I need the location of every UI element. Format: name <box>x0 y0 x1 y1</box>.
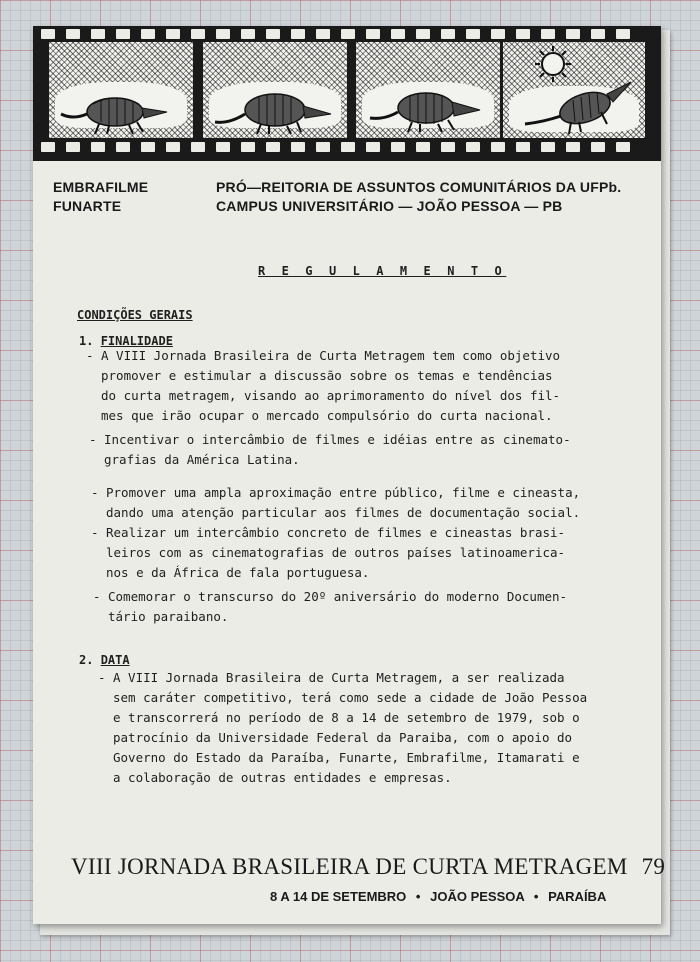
item-line: Promover uma ampla aproximação entre público, filme e cineasta, <box>106 485 581 500</box>
item-line: a colaboração de outras entidades e empresas. <box>113 770 452 785</box>
film-strip-illustration <box>33 26 661 161</box>
event-details <box>270 889 606 904</box>
item-line: patrocínio da Universidade Federal da Paraiba, com o apoio do <box>113 730 573 745</box>
sprocket-hole <box>366 142 380 152</box>
sprocket-hole <box>491 142 505 152</box>
separator-dot: • <box>415 889 421 904</box>
armadillo-icon <box>49 42 193 138</box>
sprocket-hole <box>341 142 355 152</box>
sprocket-hole <box>566 29 580 39</box>
section-label: DATA <box>100 653 130 667</box>
sprocket-hole <box>366 29 380 39</box>
sprocket-hole <box>591 29 605 39</box>
sprocket-hole <box>141 29 155 39</box>
conditions-heading: CONDIÇÕES GERAIS <box>77 308 193 322</box>
sprocket-hole <box>41 142 55 152</box>
section-label: FINALIDADE <box>100 334 173 348</box>
sprocket-hole <box>291 29 305 39</box>
section-number: 2. <box>79 653 94 667</box>
item-line: leiros com as cinematografias de outros países latinoamerica- <box>106 545 566 560</box>
sprocket-hole <box>566 142 580 152</box>
sprocket-hole <box>466 142 480 152</box>
bullet-dash: - <box>89 432 97 447</box>
sprocket-hole <box>116 142 130 152</box>
sprocket-hole <box>116 29 130 39</box>
sprocket-hole <box>216 142 230 152</box>
list-item <box>86 346 561 426</box>
item-line: Incentivar o intercâmbio de filmes e idéias entre as cinemato- <box>104 432 571 447</box>
armadillo-icon <box>356 42 500 138</box>
sprocket-hole <box>41 29 55 39</box>
event-city: JOÃO PESSOA <box>430 889 525 904</box>
sprocket-hole <box>191 29 205 39</box>
sprocket-holes-bottom <box>41 142 653 154</box>
document-page <box>33 26 666 924</box>
sprocket-hole <box>416 142 430 152</box>
film-frame-4 <box>503 42 645 138</box>
film-frame-2 <box>203 42 347 138</box>
sprocket-holes-top <box>41 29 653 41</box>
sprocket-hole <box>166 29 180 39</box>
section-heading-data <box>79 653 130 667</box>
event-state: PARAÍBA <box>548 889 607 904</box>
list-item <box>89 430 571 470</box>
sprocket-hole <box>616 142 630 152</box>
university-block <box>216 178 621 216</box>
sprocket-hole <box>441 142 455 152</box>
sprocket-hole <box>391 29 405 39</box>
bullet-dash: - <box>98 670 106 685</box>
item-line: mes que irão ocupar o mercado compulsório do curta nacional. <box>101 408 553 423</box>
document-title: R E G U L A M E N T O <box>258 264 507 278</box>
sprocket-hole <box>66 29 80 39</box>
separator-dot: • <box>533 889 539 904</box>
event-title-text: VIII JORNADA BRASILEIRA DE CURTA METRAGEM <box>71 854 628 879</box>
film-frame-1 <box>49 42 193 138</box>
organizations-block <box>53 178 148 216</box>
sprocket-hole <box>341 29 355 39</box>
org-line: FUNARTE <box>53 198 122 214</box>
armadillo-with-sun-icon <box>503 42 645 138</box>
sprocket-hole <box>516 142 530 152</box>
sprocket-hole <box>266 142 280 152</box>
sprocket-hole <box>316 142 330 152</box>
sprocket-hole <box>591 142 605 152</box>
item-line: tário paraibano. <box>108 609 229 624</box>
item-line: Governo do Estado da Paraíba, Funarte, Embrafilme, Itamarati e <box>113 750 580 765</box>
sprocket-hole <box>266 29 280 39</box>
sprocket-hole <box>416 29 430 39</box>
bullet-dash: - <box>91 485 99 500</box>
sprocket-hole <box>241 142 255 152</box>
list-item <box>91 483 581 523</box>
item-line: Realizar um intercâmbio concreto de filmes e cineastas brasi- <box>106 525 566 540</box>
item-line: promover e estimular a discussão sobre os temas e tendências <box>101 368 553 383</box>
sprocket-hole <box>241 29 255 39</box>
item-line: Comemorar o transcurso do 20º aniversário do moderno Documen- <box>108 589 568 604</box>
item-line: e transcorrerá no período de 8 a 14 de setembro de 1979, sob o <box>113 710 580 725</box>
sprocket-hole <box>216 29 230 39</box>
sprocket-hole <box>441 29 455 39</box>
item-line: sem caráter competitivo, terá como sede a cidade de João Pessoa <box>113 690 588 705</box>
item-line: A VIII Jornada Brasileira de Curta Metragem, a ser realizada <box>113 670 565 685</box>
sprocket-hole <box>91 29 105 39</box>
sprocket-hole <box>516 29 530 39</box>
item-line: do curta metragem, visando ao aprimoramento do nível dos fil- <box>101 388 561 403</box>
university-line: PRÓ—REITORIA DE ASSUNTOS COMUNITÁRIOS DA UFPb. <box>216 179 622 195</box>
armadillo-icon <box>203 42 347 138</box>
sprocket-hole <box>141 142 155 152</box>
org-line: EMBRAFILME <box>53 179 149 195</box>
event-title <box>71 854 665 880</box>
item-line: nos e da África de fala portuguesa. <box>106 565 370 580</box>
list-item <box>98 668 588 788</box>
sprocket-hole <box>166 142 180 152</box>
item-line: grafias da América Latina. <box>104 452 300 467</box>
university-line: CAMPUS UNIVERSITÁRIO — JOÃO PESSOA — PB <box>216 198 563 214</box>
sprocket-hole <box>391 142 405 152</box>
bullet-dash: - <box>91 525 99 540</box>
film-frame-3 <box>356 42 500 138</box>
event-year: 79 <box>641 854 666 879</box>
list-item <box>93 587 568 627</box>
bullet-dash: - <box>86 348 94 363</box>
sprocket-hole <box>291 142 305 152</box>
item-line: A VIII Jornada Brasileira de Curta Metragem tem como objetivo <box>101 348 561 363</box>
sprocket-hole <box>316 29 330 39</box>
sprocket-hole <box>541 29 555 39</box>
sprocket-hole <box>191 142 205 152</box>
event-dates: 8 A 14 DE SETEMBRO <box>270 889 407 904</box>
sprocket-hole <box>466 29 480 39</box>
sprocket-hole <box>66 142 80 152</box>
sprocket-hole <box>541 142 555 152</box>
list-item <box>91 523 566 583</box>
sprocket-hole <box>616 29 630 39</box>
section-number: 1. <box>79 334 94 348</box>
sprocket-hole <box>91 142 105 152</box>
sprocket-hole <box>491 29 505 39</box>
bullet-dash: - <box>93 589 101 604</box>
item-line: dando uma atenção particular aos filmes de documentação social. <box>106 505 581 520</box>
